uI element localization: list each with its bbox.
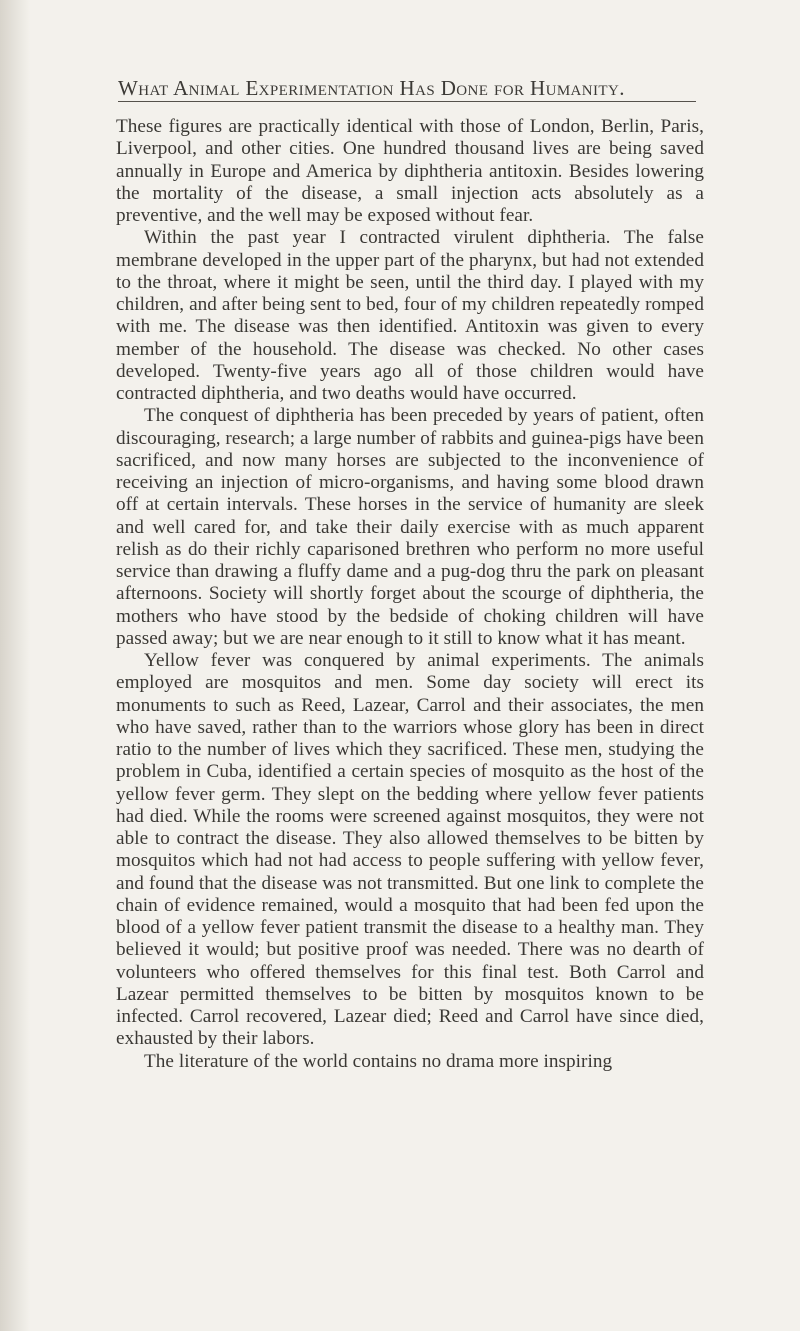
paragraph-1: These figures are practically identical with those of London, Berlin, Paris, Liverpool, and other cities. One hundred thousand lives are being saved annually in Europe and America by diphtheria antitoxin. Besides lowering the mortality of the disease, a small injection acts absolutely as a preventive, and the well may be exposed without fear. bbox=[116, 116, 704, 226]
paragraph-3: The conquest of diphtheria has been preceded by years of patient, often discouraging, research; a large number of rabbits and guinea-pigs have been sacrificed, and now many horses are subjected to the inconvenience of receiving an injection of micro-organisms, and having some blood drawn off at certain intervals. These horses in the service of humanity are sleek and well cared for, and take their daily exercise with as much apparent relish as do their richly caparisoned brethren who perform no more useful service than drawing a fluffy dame and a pug-dog thru the park on pleasant afternoons. Society will shortly forget about the scourge of diphtheria, the mothers who have stood by the bedside of choking children will have passed away; but we are near enough to it still to know what it has meant. bbox=[116, 405, 704, 649]
body-text bbox=[116, 116, 704, 1073]
header-rule bbox=[118, 101, 696, 102]
running-head: What Animal Experimentation Has Done for Humanity. bbox=[118, 76, 625, 100]
paragraph-2: Within the past year I contracted virulent diphtheria. The false membrane developed in the upper part of the pharynx, but had not extended to the throat, where it might be seen, until the third day. I played with my children, and after being sent to bed, four of my children repeatedly romped with me. The disease was then identified. Antitoxin was given to every member of the household. The disease was checked. No other cases developed. Twenty-five years ago all of those children would have contracted diphtheria, and two deaths would have occurred. bbox=[116, 227, 704, 404]
paragraph-4: Yellow fever was conquered by animal experiments. The animals employed are mosquitos and men. Some day society will erect its monuments to such as Reed, Lazear, Carrol and their associates, the men who have saved, rather than to the warriors whose glory has been in direct ratio to the number of lives which they sacrificed. These men, studying the problem in Cuba, identified a certain species of mosquito as the host of the yellow fever germ. They slept on the bedding where yellow fever patients had died. While the rooms were screened against mosquitos, they were not able to contract the disease. They also allowed themselves to be bitten by mosquitos which had not had access to people suffering with yellow fever, and found that the disease was not transmitted. But one link to complete the chain of evidence remained, would a mosquito that had been fed upon the blood of a yellow fever patient transmit the disease to a healthy man. They believed it would; but positive proof was needed. There was no dearth of volunteers who offered themselves for this final test. Both Carrol and Lazear permitted themselves to be bitten by mosquitos known to be infected. Carrol recovered, Lazear died; Reed and Carrol have since died, exhausted by their labors. bbox=[116, 650, 704, 1050]
page-gutter-shadow bbox=[0, 0, 30, 1331]
paragraph-5: The literature of the world contains no drama more inspiring bbox=[144, 1050, 613, 1072]
